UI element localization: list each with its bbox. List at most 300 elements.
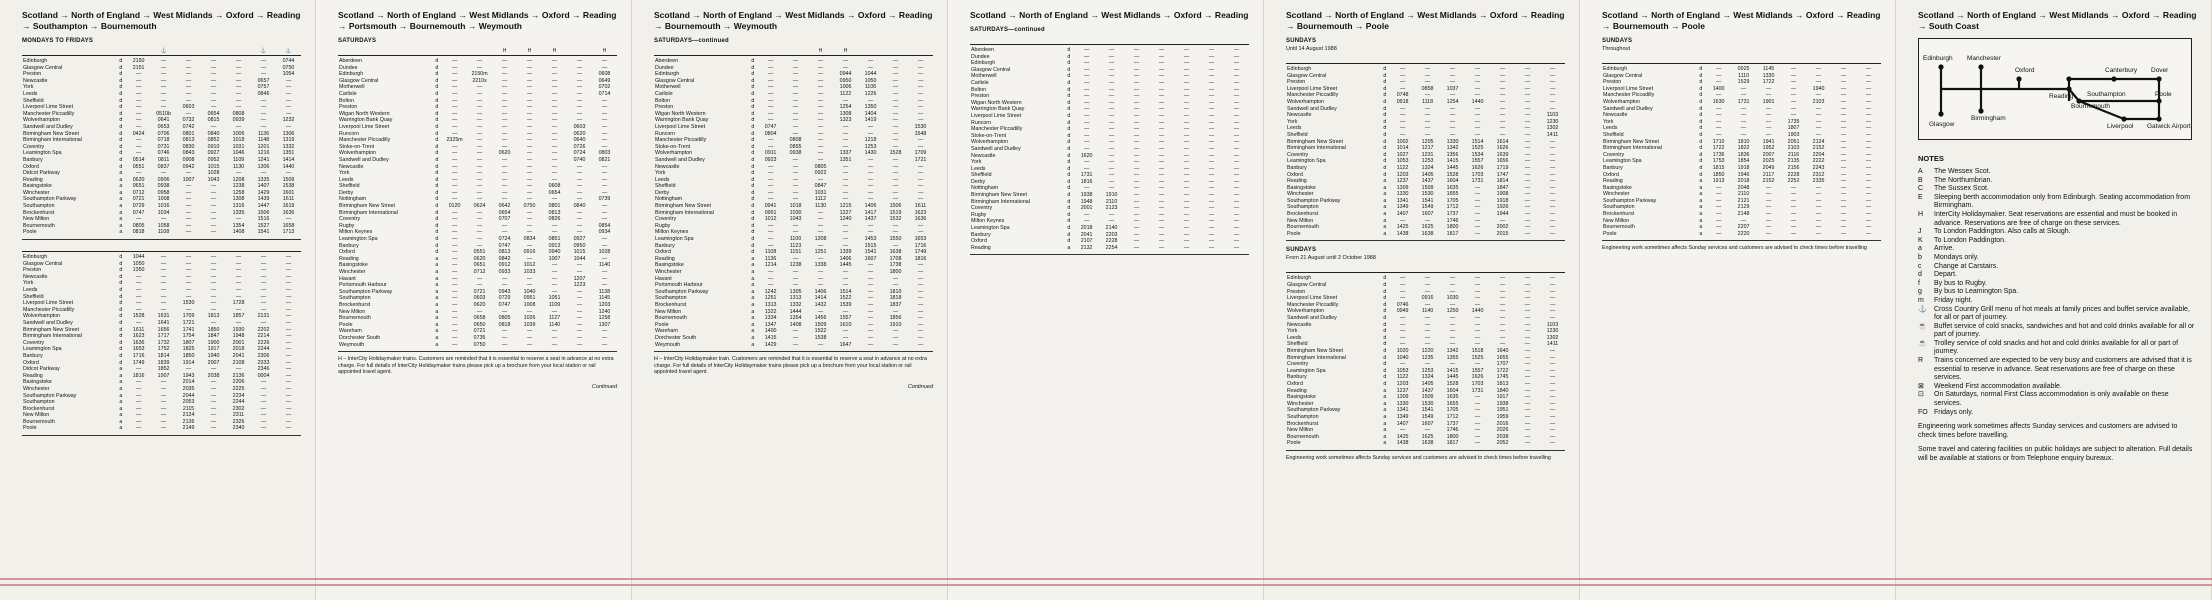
train-time: 1813 [1496,380,1509,387]
train-time: — [1158,172,1165,179]
train-time: 1509 [1421,394,1434,401]
train-time: 1100 [789,236,802,243]
train-time: 1122 [839,90,852,97]
train-time: — [160,90,167,97]
train-time: — [892,183,899,190]
train-time: — [1765,204,1772,211]
train-time: 1103 [1546,112,1559,119]
station-name: Bournemouth [23,222,55,229]
train-time: 1417 [864,209,877,216]
note-key: a [1918,245,1922,253]
train-time: 0942 [182,163,195,170]
station-name: Birmingham International [23,333,82,340]
train-time: — [451,150,458,157]
train-time: — [1790,184,1797,191]
train-time: — [476,176,483,183]
train-time: 0658 [473,315,486,322]
train-time: — [1233,198,1240,205]
train-time: — [1865,217,1872,224]
station-name: Aberdeen [339,58,362,64]
timetable-row [338,170,617,177]
train-time: — [235,170,242,177]
train-time: — [285,300,292,307]
timetable-row [1286,348,1565,355]
station-name: Edinburgh [1603,66,1628,72]
station-name: Southampton [655,295,687,302]
timetable-row [22,203,301,210]
train-time: — [526,137,533,144]
timetable-row [22,307,301,314]
note-key: f [1918,279,1920,287]
timetable-row [1286,368,1565,375]
arr-dep-flag: d [435,90,439,97]
train-time: — [551,334,558,341]
train-time: — [1449,66,1456,72]
timetable-row [22,78,301,85]
train-time: — [842,236,849,243]
train-time: — [1524,112,1531,119]
timetable-row [654,203,933,210]
station-name: Newcastle [23,273,48,280]
train-time: 2041 [1080,231,1093,238]
train-time: 1123 [789,242,802,249]
train-time: — [526,255,533,262]
timetable-row [22,386,301,393]
station-name: Preston [1287,79,1306,86]
arr-dep-flag: d [1067,112,1071,119]
train-time: — [817,84,824,91]
train-time: — [1158,152,1165,159]
timetable-row [1286,125,1565,132]
arr-dep-flag: a [435,255,439,262]
train-time: — [817,137,824,144]
station-name: Banbury [1287,164,1307,171]
train-time: — [1158,73,1165,80]
arr-dep-flag: d [435,216,439,223]
train-time: — [260,280,267,287]
train-time: — [767,176,774,183]
train-time: 1719 [1496,164,1509,171]
train-time: 1044 [573,255,586,262]
train-time: — [892,334,899,341]
train-time: — [1208,66,1215,73]
train-time: — [1524,400,1531,407]
service-icon [1440,264,1465,273]
train-time: 1509 [282,176,295,183]
train-time: 1817 [1446,440,1459,447]
train-time: — [1740,125,1747,132]
train-time: — [1524,178,1531,185]
timetable-row [22,327,301,334]
timetable-row [654,104,933,111]
train-time: — [1815,72,1822,79]
train-time: 2150 [132,58,145,64]
divider [22,239,301,240]
section-heading: SUNDAYS [1286,38,1317,44]
train-time: — [1233,86,1240,93]
station-name: Oxford [1287,171,1303,178]
train-time: — [1840,164,1847,171]
train-time: — [185,229,192,236]
train-time: — [185,267,192,274]
station-name: Sandwell and Dudley [23,123,73,130]
timetable-panel-6 [1580,0,1896,600]
timetable-row [338,131,617,138]
station-name: Glasgow Central [23,260,63,267]
train-time: — [917,308,924,315]
train-time: — [285,267,292,274]
train-time: — [1790,66,1797,72]
train-time: — [1815,125,1822,132]
train-time: 1050 [864,77,877,84]
train-time: — [1108,178,1115,185]
train-time: — [1474,66,1481,72]
train-time: — [1083,112,1090,119]
train-time: — [185,260,192,267]
train-time: 1530 [914,123,927,130]
note-item [1918,288,2197,297]
train-time: — [160,280,167,287]
train-time: — [526,176,533,183]
train-time: 2018 [232,346,245,353]
station-name: Banbury [1287,374,1307,381]
train-time: 0744 [282,58,295,64]
train-time: — [476,156,483,163]
train-time: — [867,229,874,236]
service-icon [467,47,492,56]
train-time: — [260,267,267,274]
train-time: 1208 [232,176,245,183]
arr-dep-flag: a [751,308,755,315]
train-time: 1330 [1396,400,1409,407]
train-time: — [842,334,849,341]
train-time: 1731 [1471,387,1484,394]
train-time: 1914 [182,359,195,366]
train-time: 1550 [889,236,902,243]
train-time: 1053 [1396,158,1409,165]
train-time: — [1449,92,1456,99]
train-time: 1324 [1421,164,1434,171]
train-time: — [1183,86,1190,93]
timetable-row [654,229,933,236]
timetable-row [22,150,301,157]
timetable-row [338,117,617,124]
train-time: — [260,405,267,412]
train-time: 1716 [132,352,145,359]
train-time: — [1108,47,1115,53]
service-icon [1390,55,1415,64]
arr-dep-flag: d [435,242,439,249]
train-time: — [842,222,849,229]
train-time: — [451,170,458,177]
train-time: 1208 [814,236,827,243]
notes-panel [1896,0,2212,600]
timetable-row [1286,282,1565,289]
train-time: 1237 [1396,178,1409,185]
train-time: — [1158,159,1165,166]
train-time: — [601,209,608,216]
train-time: — [1424,321,1431,328]
train-time: — [1399,217,1406,224]
train-time: — [1549,440,1556,447]
train-time: — [451,104,458,111]
note-text: Trolley service of cold snacks and hot and cold drinks available for all or part of journey. [1934,339,2179,356]
train-time: 2124 [1812,138,1825,145]
timetable-row [654,282,933,289]
timetable-row [22,183,301,190]
train-time: — [285,280,292,287]
station-name: Southampton [1603,204,1635,211]
station-name: Birmingham International [23,137,82,144]
arr-dep-flag: d [1699,164,1703,171]
timetable-row [22,300,301,307]
train-time: — [892,328,899,335]
train-time: — [867,130,874,137]
train-time: 0925 [1737,66,1750,72]
timetable-row [654,309,933,316]
train-time: — [1158,60,1165,67]
train-time: — [576,163,583,170]
train-time: — [1424,72,1431,79]
train-time: — [235,216,242,223]
train-time: — [235,97,242,104]
train-time: 0718 [157,137,170,144]
arr-dep-flag: a [435,341,439,348]
train-time: 1708 [889,255,902,262]
train-time: — [135,273,142,280]
station-name: Liverpool Lime Street [23,104,74,111]
timetable-row [338,58,617,65]
timetable-row [970,120,1249,127]
train-time: — [1524,427,1531,434]
timetable-row [970,106,1249,113]
train-time: 1408 [789,321,802,328]
station-name: Southampton Parkway [1603,197,1657,204]
train-time: 1611 [282,196,295,203]
train-time: 1717 [157,333,170,340]
train-time: — [917,341,924,348]
train-time: — [551,222,558,229]
train-time: — [526,64,533,71]
train-time: 1118 [1422,98,1434,105]
train-time: — [135,412,142,419]
train-time: — [1183,139,1190,146]
train-time: — [551,97,558,104]
train-time: — [1108,172,1115,179]
note-key: ⊠ [1918,382,1924,390]
arr-dep-flag: d [1067,53,1071,60]
train-time: 2210s [472,77,487,84]
train-time: — [842,176,849,183]
train-time: — [1740,105,1747,112]
train-time: — [1424,118,1431,125]
train-time: — [260,110,267,117]
arr-dep-flag: d [1383,308,1387,315]
train-time: 2252 [1787,178,1800,185]
timetable-row [22,58,301,65]
train-time: 1722 [1712,145,1725,152]
train-time: — [501,123,508,130]
arr-dep-flag: d [1067,205,1071,212]
arr-dep-flag: d [435,222,439,229]
train-time: 1940 [207,352,220,359]
train-time: — [917,183,924,190]
train-time: 0842 [498,255,511,262]
train-time: 0934 [598,229,611,236]
arr-dep-flag: a [751,341,755,348]
train-time: — [160,392,167,399]
train-time: 0821 [598,156,611,163]
timetable-row [22,157,301,164]
timetable-row [22,333,301,340]
train-time: — [1840,92,1847,99]
train-time: 1738 [889,262,902,269]
train-time: 1415 [1446,158,1459,165]
train-time: 1151 [789,249,802,256]
station-name: Reading [339,255,359,262]
train-time: — [792,282,799,289]
train-time: — [576,269,583,275]
train-time: 1716 [914,242,927,249]
station-name: Bournemouth [1287,224,1319,231]
train-time: — [1715,191,1722,198]
station-name: Sandwell and Dudley [971,145,1021,152]
train-time: — [551,71,558,78]
station-name: Southampton Parkway [1287,407,1341,414]
station-name: Leeds [339,176,354,183]
train-time: — [1233,126,1240,133]
train-time: — [1158,185,1165,192]
train-time: — [1524,145,1531,152]
station-dot [1978,64,1983,69]
train-time: — [1183,225,1190,232]
train-time: — [185,273,192,280]
timetable-row [338,223,617,230]
train-time: 1437 [1421,178,1434,185]
train-time: — [1233,66,1240,73]
arr-dep-flag: a [119,170,123,177]
train-time: 0649 [598,77,611,84]
train-time: — [1524,334,1531,341]
train-time: — [1815,131,1822,138]
arr-dep-flag: a [119,176,123,183]
train-time: — [1840,197,1847,204]
train-time: — [135,306,142,313]
train-time: 0803 [598,150,611,157]
train-time: — [1865,138,1872,145]
train-time: — [1865,164,1872,171]
train-time: — [1524,275,1531,282]
train-time: 1033 [523,269,536,275]
train-time: 1604 [1446,178,1459,185]
train-time: — [1790,224,1797,231]
train-time: — [1549,433,1556,440]
train-time: — [1715,105,1722,112]
train-time: — [185,110,192,117]
train-time: — [1549,85,1556,92]
train-time: 0944 [839,71,852,78]
train-time: 2207 [1737,224,1750,231]
train-time: — [1183,132,1190,139]
train-time: — [892,117,899,124]
train-time: 1012 [764,216,777,223]
arr-dep-flag: d [751,58,755,64]
train-time: — [551,229,558,236]
train-time: — [1840,66,1847,72]
train-time: — [260,306,267,313]
arr-dep-flag: a [1699,217,1703,224]
train-time: 1653 [914,236,927,243]
arr-dep-flag: d [751,242,755,249]
train-time: 1307 [598,321,611,328]
train-time: 1407 [1396,420,1409,427]
timetable-table [1602,55,1881,237]
train-time: 1445 [1446,374,1459,381]
train-time: — [1840,118,1847,125]
train-time: — [792,84,799,91]
train-time: 1910 [889,321,902,328]
train-time: 0951 [764,209,777,216]
train-time: — [451,58,458,64]
train-time: 1636 [914,216,927,223]
train-time: — [135,300,142,307]
train-time: — [792,334,799,341]
train-time: — [285,293,292,300]
arr-dep-flag: a [119,203,123,210]
station-name: Portsmouth Harbour [655,282,703,289]
arr-dep-flag: d [119,273,123,280]
train-time: — [892,104,899,111]
timetable-row [1602,139,1881,146]
train-time: 1815 [1712,164,1725,171]
arr-dep-flag: d [119,130,123,137]
station-name: Basingstoke [23,379,52,386]
train-time: — [1208,126,1215,133]
train-time: 2203 [1105,231,1118,238]
train-time: 1737 [1446,420,1459,427]
station-name: Birmingham New Street [1603,138,1659,145]
train-time: — [817,269,824,275]
station-name: Leeds [1603,125,1618,132]
train-time: 1008 [157,196,170,203]
train-time: 0653 [157,123,170,130]
arr-dep-flag: a [1383,407,1387,414]
arr-dep-flag: d [1383,125,1387,132]
train-time: 1626 [1471,374,1484,381]
timetable-row [22,124,301,131]
train-time: — [1183,211,1190,218]
train-time: — [1499,295,1506,302]
timetable-row [338,289,617,296]
train-time: — [817,97,824,104]
train-time: 1354 [789,315,802,322]
arr-dep-flag: d [1699,112,1703,119]
station-name: Winchester [23,385,50,392]
train-time: — [160,254,167,261]
train-time: — [1133,53,1140,60]
timetable-row [1286,99,1565,106]
train-time: 1308 [839,110,852,117]
train-time: — [1449,118,1456,125]
note-text: The Sussex Scot. [1934,185,1989,193]
train-time: — [1208,99,1215,106]
train-time: — [917,229,924,236]
train-time: — [1399,85,1406,92]
arr-dep-flag: d [1067,238,1071,245]
timetable-row [22,137,301,144]
station-dot [1938,64,1943,69]
train-time: — [1158,205,1165,212]
